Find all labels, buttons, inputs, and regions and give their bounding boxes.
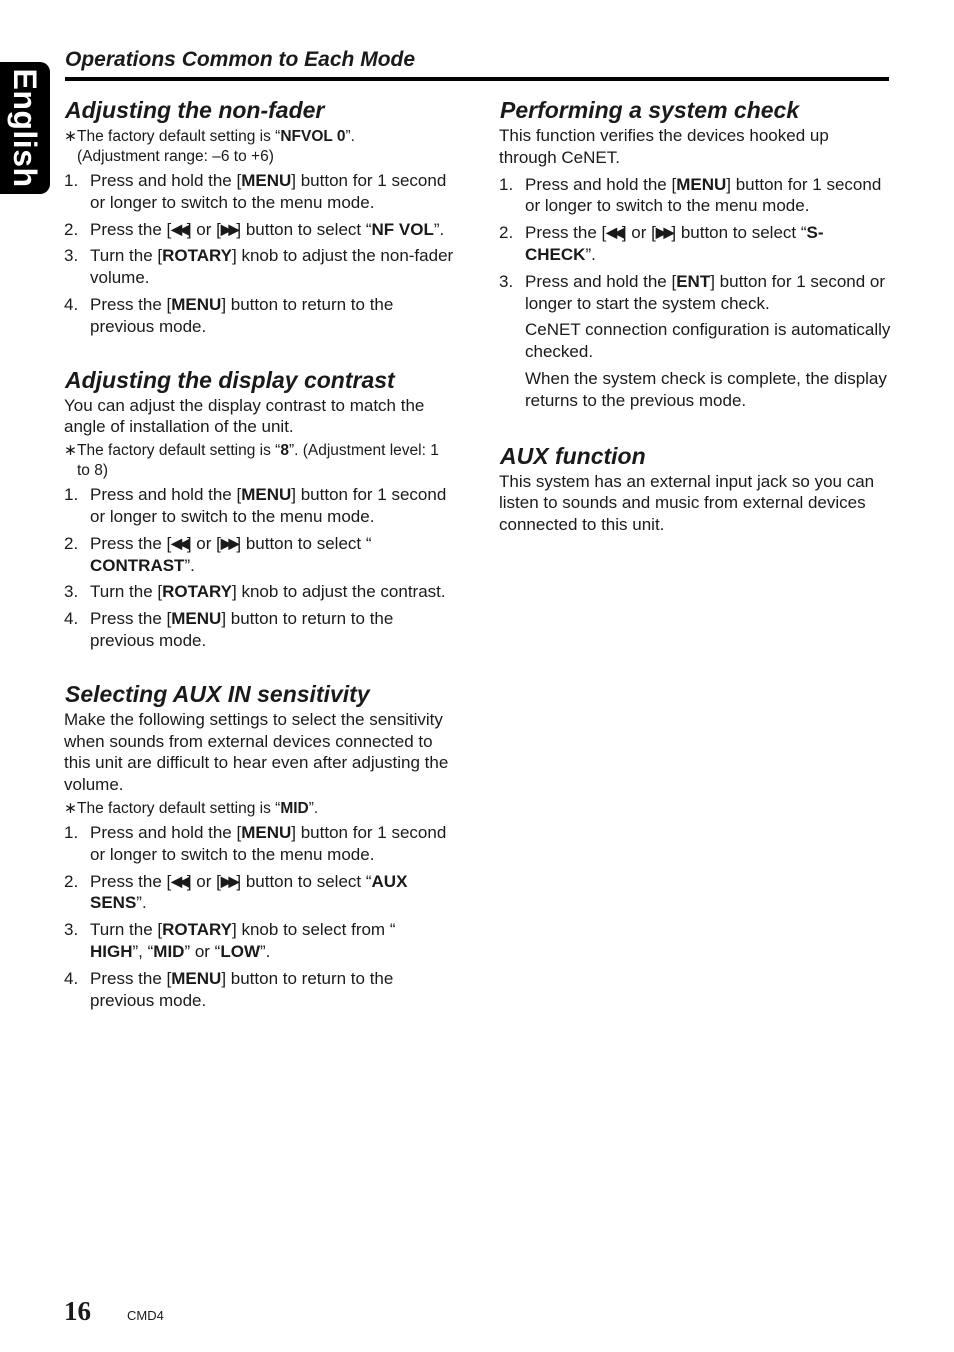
step-number: 1. bbox=[64, 822, 79, 842]
step-text: ”. bbox=[184, 555, 195, 575]
asterisk-icon: ∗ bbox=[64, 442, 77, 460]
step bbox=[499, 174, 891, 218]
step-text: ] button for 1 second or longer to start the system check. bbox=[525, 271, 886, 313]
step-list bbox=[499, 174, 891, 412]
step-text: ] or [ bbox=[186, 533, 221, 553]
button-name: MENU bbox=[241, 171, 292, 190]
step bbox=[64, 608, 456, 652]
section-contrast bbox=[64, 366, 456, 652]
step-text: ] or [ bbox=[186, 219, 221, 239]
fast-backward-icon: ◀◀ bbox=[606, 224, 622, 241]
step-text: Press and hold the [ bbox=[525, 271, 677, 291]
step-text: ”, “ bbox=[132, 941, 154, 961]
step bbox=[499, 271, 891, 315]
step-text: Press and hold the [ bbox=[90, 822, 242, 842]
note-text: ”. (Adjustment level: 1 to 8) bbox=[77, 442, 439, 480]
step-text: ] or [ bbox=[186, 871, 221, 891]
step-text: Press and hold the [ bbox=[525, 174, 677, 194]
step-text: ] button to select “ bbox=[671, 223, 807, 243]
step bbox=[499, 222, 891, 266]
step-number: 3. bbox=[64, 582, 79, 602]
step-text: Press the [ bbox=[525, 223, 607, 243]
button-name: MENU bbox=[171, 609, 222, 629]
step-text: ”. bbox=[433, 219, 445, 239]
step-text: Press the [ bbox=[90, 533, 172, 553]
note-value: NFVOL 0 bbox=[280, 128, 346, 145]
step-text: ] button for 1 second or longer to switch to the menu mode. bbox=[90, 485, 447, 526]
step-number: 4. bbox=[64, 968, 79, 988]
section-title: Selecting AUX IN sensitivity bbox=[65, 680, 370, 707]
section-system-check bbox=[499, 96, 891, 412]
left-column bbox=[64, 96, 456, 1016]
step-text: Press the [ bbox=[90, 871, 172, 891]
note bbox=[64, 799, 456, 819]
knob-name: ROTARY bbox=[162, 920, 233, 940]
note-range: (Adjustment range: –6 to +6) bbox=[77, 148, 274, 165]
step bbox=[64, 822, 456, 866]
step-number: 3. bbox=[64, 920, 79, 940]
section-title: Performing a system check bbox=[500, 97, 800, 123]
button-name: MENU bbox=[241, 822, 292, 842]
page-number: 16 bbox=[64, 1296, 91, 1326]
step-number: 1. bbox=[64, 171, 79, 190]
step-list bbox=[64, 484, 456, 652]
menu-item-name: NF VOL bbox=[371, 219, 434, 239]
language-tab bbox=[0, 62, 50, 194]
button-name: MENU bbox=[171, 968, 222, 988]
step-text: ] button for 1 second or longer to switch to the menu mode. bbox=[90, 822, 447, 864]
step-list bbox=[64, 170, 456, 338]
step-text: ] button to return to the previous mode. bbox=[90, 609, 394, 650]
fast-backward-icon: ◀◀ bbox=[171, 534, 187, 551]
knob-name: ROTARY bbox=[162, 582, 233, 602]
note-text: ”. bbox=[345, 128, 355, 145]
fast-forward-icon: ▶▶ bbox=[220, 220, 237, 237]
section-aux-sensitivity bbox=[64, 680, 456, 1012]
step-number: 1. bbox=[499, 174, 514, 194]
button-name: MENU bbox=[171, 294, 222, 314]
note-text: The factory default setting is “ bbox=[77, 799, 281, 817]
section-title: AUX function bbox=[500, 442, 646, 469]
step bbox=[64, 294, 456, 338]
option-high: HIGH bbox=[90, 941, 133, 961]
step-number: 2. bbox=[499, 223, 514, 243]
section-intro: This system has an external input jack so you can listen to sounds and music from external devices connected to this unit. bbox=[499, 471, 875, 535]
step-text: Press the [ bbox=[90, 609, 172, 629]
step-text: ] or [ bbox=[621, 223, 656, 243]
step-text: ”. bbox=[260, 941, 271, 961]
fast-backward-icon: ◀◀ bbox=[171, 872, 187, 889]
option-low: LOW bbox=[220, 941, 260, 961]
fast-backward-icon: ◀◀ bbox=[171, 220, 187, 237]
step-text: ] button to return to the previous mode. bbox=[90, 294, 394, 336]
step-text: ] button to return to the previous mode. bbox=[90, 968, 394, 1010]
note-value: 8 bbox=[280, 442, 289, 460]
step-text: Turn the [ bbox=[90, 246, 163, 266]
step-text: ] knob to adjust the contrast. bbox=[232, 582, 446, 602]
step-text: ”. bbox=[136, 893, 147, 913]
right-column bbox=[499, 96, 891, 536]
step-detail: CeNET connection configuration is automatically checked. bbox=[525, 320, 891, 362]
fast-forward-icon: ▶▶ bbox=[220, 534, 237, 551]
step-text: Press the [ bbox=[90, 968, 172, 988]
note bbox=[64, 441, 456, 481]
step bbox=[64, 581, 456, 603]
note-value: MID bbox=[280, 799, 309, 817]
section-title: Adjusting the display contrast bbox=[65, 366, 395, 393]
note-text: The factory default setting is “ bbox=[77, 442, 281, 460]
menu-item-name: S-CHECK bbox=[525, 223, 824, 264]
note-text: The factory default setting is “ bbox=[77, 128, 281, 145]
step-list bbox=[64, 822, 456, 1011]
step bbox=[64, 484, 456, 528]
note-text: ”. bbox=[308, 799, 319, 817]
model-code: CMD4 bbox=[127, 1308, 164, 1323]
menu-item-name: CONTRAST bbox=[90, 555, 185, 575]
fast-forward-icon: ▶▶ bbox=[220, 872, 237, 889]
asterisk-icon: ∗ bbox=[64, 128, 77, 145]
step-text: ] button to select “ bbox=[236, 533, 372, 553]
button-name: MENU bbox=[676, 174, 727, 194]
step-number: 2. bbox=[64, 871, 79, 891]
knob-name: ROTARY bbox=[162, 246, 233, 266]
step-text: ] knob to select from “ bbox=[232, 920, 396, 940]
step-text: Turn the [ bbox=[90, 920, 163, 940]
note bbox=[64, 127, 456, 167]
step-number: 4. bbox=[64, 294, 79, 314]
step-text: Turn the [ bbox=[90, 582, 163, 602]
step-number: 1. bbox=[64, 485, 79, 505]
step bbox=[64, 919, 456, 963]
step-number: 3. bbox=[64, 246, 79, 266]
step-text: ”. bbox=[585, 244, 596, 264]
menu-item-name: AUX SENS bbox=[90, 871, 408, 913]
step-text: Press the [ bbox=[90, 294, 172, 314]
section-title: Adjusting the non-fader bbox=[65, 97, 325, 123]
step-text: Press and hold the [ bbox=[90, 171, 242, 190]
step-text: ] button to select “ bbox=[236, 219, 372, 239]
section-aux-function bbox=[499, 442, 891, 536]
language-tab-label: English bbox=[7, 68, 43, 188]
step bbox=[64, 170, 456, 214]
step bbox=[64, 968, 456, 1012]
step bbox=[64, 533, 456, 577]
step bbox=[64, 245, 456, 289]
page-header-title: Operations Common to Each Mode bbox=[65, 48, 416, 71]
button-name: MENU bbox=[241, 485, 292, 505]
step-number: 4. bbox=[64, 609, 79, 629]
step bbox=[64, 871, 456, 915]
option-mid: MID bbox=[153, 941, 185, 961]
section-intro: You can adjust the display contrast to match the angle of installation of the unit. bbox=[64, 395, 425, 437]
step bbox=[64, 219, 456, 241]
step-text: ] button for 1 second or longer to switch to the menu mode. bbox=[525, 174, 882, 216]
step-text: ” or “ bbox=[184, 941, 221, 961]
step-text: Press and hold the [ bbox=[90, 485, 242, 505]
step-text: ] knob to adjust the non-fader volume. bbox=[90, 246, 454, 288]
header-rule bbox=[65, 77, 889, 81]
step-number: 2. bbox=[64, 533, 79, 553]
fast-forward-icon: ▶▶ bbox=[655, 224, 672, 241]
section-intro: This function verifies the devices hooked up through CeNET. bbox=[499, 126, 829, 167]
section-intro: Make the following settings to select the sensitivity when sounds from external devices connected to this unit are difficult to hear even after adjusting the volume. bbox=[64, 709, 449, 795]
step-text: ] button for 1 second or longer to switch to the menu mode. bbox=[90, 171, 447, 212]
step-text: Press the [ bbox=[90, 219, 172, 239]
button-name: ENT bbox=[676, 271, 711, 291]
step-detail: When the system check is complete, the display returns to the previous mode. bbox=[525, 368, 887, 410]
asterisk-icon: ∗ bbox=[64, 799, 77, 817]
step-number: 3. bbox=[499, 271, 514, 291]
step-text: ] button to select “ bbox=[236, 871, 372, 891]
section-nonfader bbox=[64, 96, 456, 338]
step-number: 2. bbox=[64, 219, 79, 239]
